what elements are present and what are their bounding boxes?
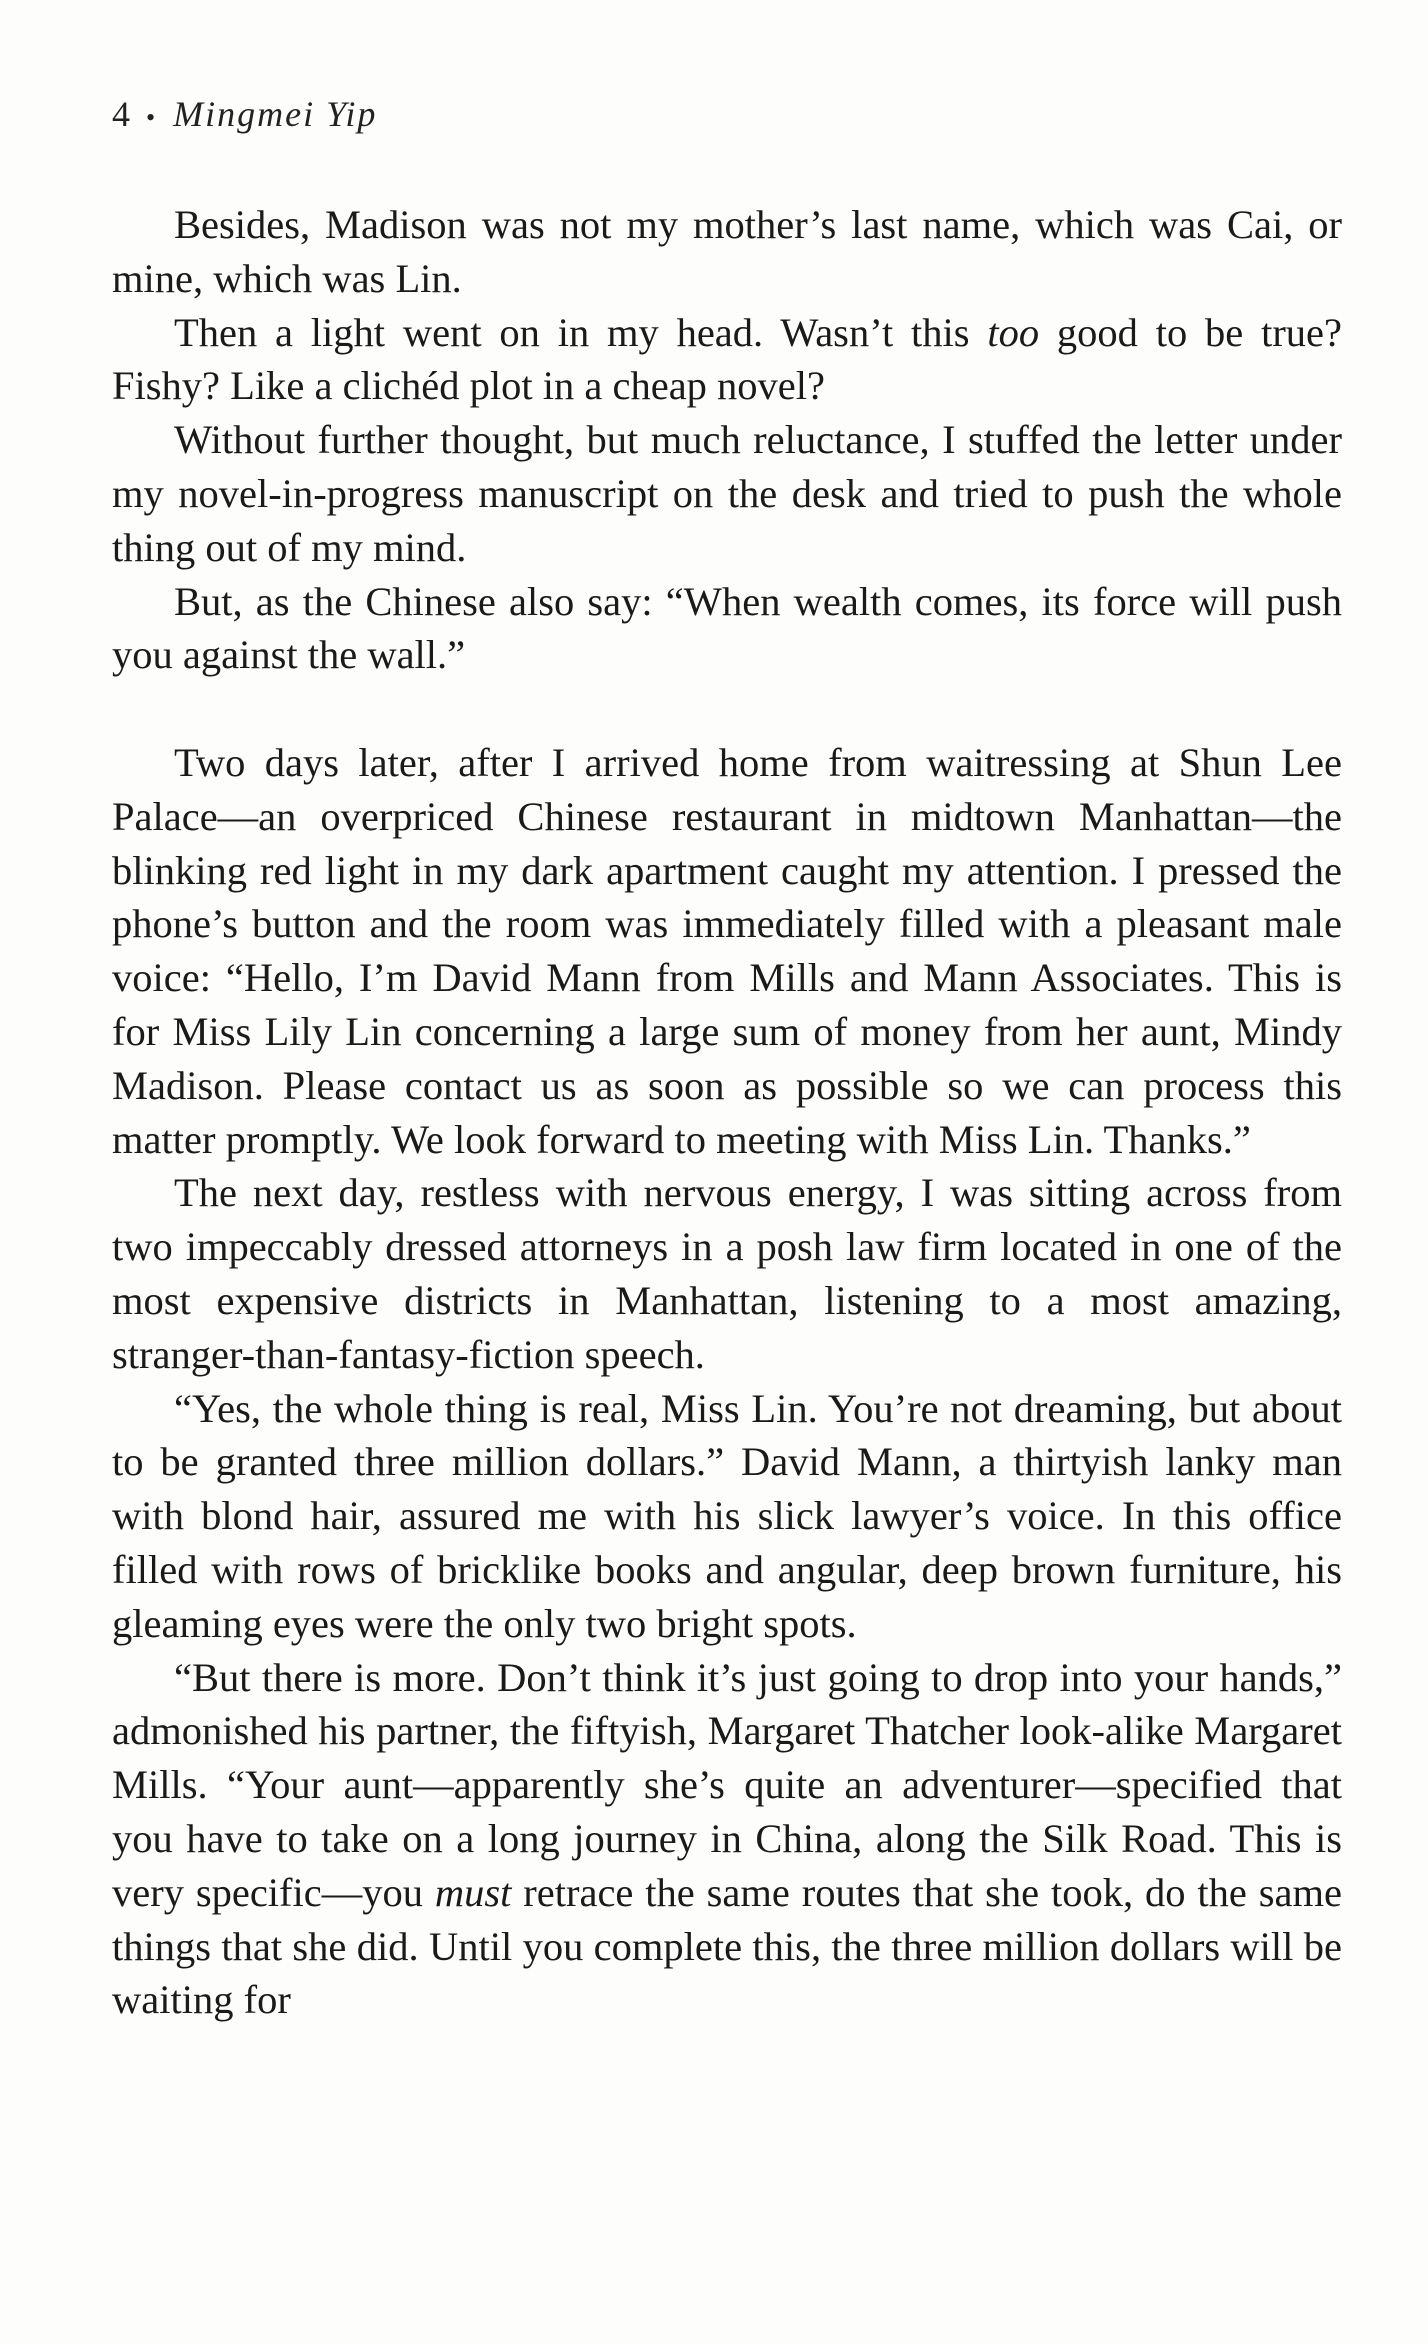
paragraph: But, as the Chinese also say: “When wealth comes, its force will push you against the wall.” xyxy=(112,578,1342,678)
body-text xyxy=(112,198,1342,2027)
paragraph: The next day, restless with nervous energy, I was sitting across from two impeccably dressed attorneys in a posh law firm located in one of the most expensive districts in Manhattan, listening to a most amazing, stranger-than-fantasy-fiction speech. xyxy=(112,1170,1342,1377)
paragraph: “Yes, the whole thing is real, Miss Lin. You’re not dreaming, but about to be granted three million dollars.” David Mann, a thirtyish lanky man with blond hair, assured me with his slick lawyer’s voice. In this office filled with rows of bricklike books and angular, deep brown furniture, his gleaming eyes were the only two bright spots. xyxy=(112,1385,1342,1646)
emphasis: too xyxy=(987,309,1040,355)
paragraph: Besides, Madison was not my mother’s last name, which was Cai, or mine, which was Lin. xyxy=(112,202,1342,301)
emphasis: must xyxy=(434,1869,512,1915)
page-number: 4 xyxy=(112,94,130,134)
running-head xyxy=(112,92,377,140)
paragraph: “But there is more. Don’t think it’s just going to drop into your hands,” admonished his partner, the fiftyish, Margaret Thatcher look-alike Margaret Mills. “Your aunt—apparently she’s quite an adventurer—specified that you have to take on a long journey in China, along the Silk Road. This is very specific—you must retrace the same routes that she took, do the same things that she did. Until you complete this, the three million dollars will be waiting for xyxy=(112,1654,1342,2023)
paragraph: Two days later, after I arrived home from waitressing at Shun Lee Palace—an overpriced Chinese restaurant in midtown Manhattan—the blinking red light in my dark apartment caught my attention. I pressed the phone’s button and the room was immediately filled with a pleasant male voice: “Hello, I’m David Mann from Mills and Mann Associates. This is for Miss Lily Lin concerning a large sum of money from her aunt, Mindy Madison. Please contact us as soon as possible so we can process this matter promptly. We look forward to meeting with Miss Lin. Thanks.” xyxy=(112,739,1342,1162)
paragraph: Then a light went on in my head. Wasn’t this too good to be true? Fishy? Like a clichéd plot in a cheap novel? xyxy=(112,309,1343,409)
bullet-separator: • xyxy=(146,102,156,132)
paragraph: Without further thought, but much reluctance, I stuffed the letter under my novel-in-progress manuscript on the desk and tried to push the whole thing out of my mind. xyxy=(112,417,1342,570)
section-break xyxy=(112,682,1342,736)
author-name: Mingmei Yip xyxy=(173,94,378,134)
